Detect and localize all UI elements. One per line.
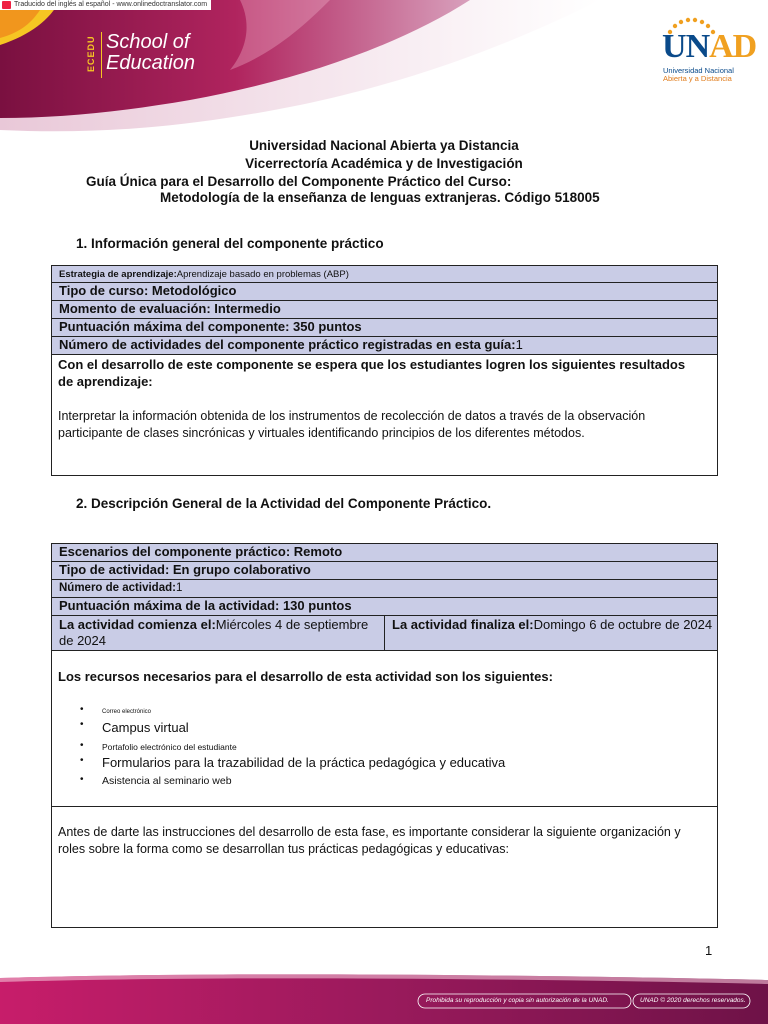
resource-item: Portafolio electrónico del estudiante — [102, 742, 237, 752]
resource-item: Asistencia al seminario web — [102, 775, 232, 787]
translation-notice-text: Traducido del inglés al español - www.onlinedoctranslator.com — [14, 1, 208, 8]
school-of-education-title — [106, 32, 195, 74]
vicerrectoria-title: Vicerrectoría Académica y de Investigación — [245, 156, 523, 171]
bullet-icon: • — [80, 719, 84, 730]
resource-item: Formularios para la trazabilidad de la práctica pedagógica y educativa — [102, 755, 506, 770]
course-title: Metodología de la enseñanza de lenguas extranjeras. Código 518005 — [160, 190, 600, 205]
section-1-heading: 1. Información general del componente práctico — [76, 236, 384, 251]
bullet-icon: • — [80, 755, 84, 766]
footer-notice: Prohibida su reproducción y copia sin autorización de la UNAD. — [426, 997, 609, 1004]
section-2-heading: 2. Descripción General de la Actividad del Componente Práctico. — [76, 496, 492, 511]
school-line-2: Education — [106, 52, 195, 74]
learning-outcomes-text: Interpretar la información obtenida de los instrumentos de recolección de datos a través de la observación participante de clases sincrónicas y virtuales identificando principios de los diferentes métodos. — [58, 409, 646, 440]
resources-heading: Los recursos necesarios para el desarrollo de esta actividad son los siguientes: — [58, 669, 553, 684]
guide-title: Guía Única para el Desarrollo del Componente Práctico del Curso: — [86, 174, 512, 189]
footer-copyright: UNAD © 2020 derechos reservados. — [640, 997, 746, 1004]
resource-item: Campus virtual — [102, 720, 189, 735]
end-date-cell: La actividad finaliza el:Domingo 6 de octubre de 2024 — [384, 615, 718, 651]
max-score-row: Puntuación máxima del componente: 350 puntos — [51, 318, 718, 337]
activity-number-row: Número de actividad:1 — [51, 579, 718, 598]
start-date-cell: La actividad comienza el:Miércoles 4 de septiembre de 2024 — [51, 615, 385, 651]
resource-item: Correo electrónico — [102, 709, 152, 715]
ecedu-label: ECEDU — [86, 35, 96, 73]
learning-outcomes-heading: Con el desarrollo de este componente se espera que los estudiantes logren los siguientes resultados de aprendizaje: — [58, 357, 686, 389]
ecedu-divider — [101, 32, 102, 78]
course-type-row: Tipo de curso: Metodológico — [51, 282, 718, 301]
university-title: Universidad Nacional Abierta ya Distancia — [249, 138, 519, 153]
activity-max-score-row: Puntuación máxima de la actividad: 130 puntos — [51, 597, 718, 616]
activity-type-row: Tipo de actividad: En grupo colaborativo — [51, 561, 718, 580]
translation-notice[interactable] — [0, 0, 211, 10]
num-activities-row: Número de actividades del componente práctico registradas en esta guía:1 — [51, 336, 718, 355]
bullet-icon: • — [80, 740, 84, 751]
eval-moment-row: Momento de evaluación: Intermedio — [51, 300, 718, 319]
page-number: 1 — [705, 943, 713, 958]
pdf-icon — [2, 1, 11, 9]
unad-logo-wordmark: UNAD — [662, 28, 757, 65]
scenarios-row: Escenarios del componente práctico: Remoto — [51, 543, 718, 562]
unad-logo-subtitle: Universidad Nacional Abierta y a Distancia — [663, 66, 734, 83]
bullet-icon: • — [80, 774, 84, 785]
roles-text: Antes de darte las instrucciones del desarrollo de esta fase, es importante considerar la siguiente organización y roles sobre la forma como se desarrollan tus prácticas pedagógicas y educativas: — [58, 825, 681, 856]
strategy-row: Estrategia de aprendizaje:Aprendizaje basado en problemas (ABP) — [51, 265, 718, 283]
bullet-icon: • — [80, 704, 84, 715]
school-line-1: School of — [106, 31, 190, 53]
